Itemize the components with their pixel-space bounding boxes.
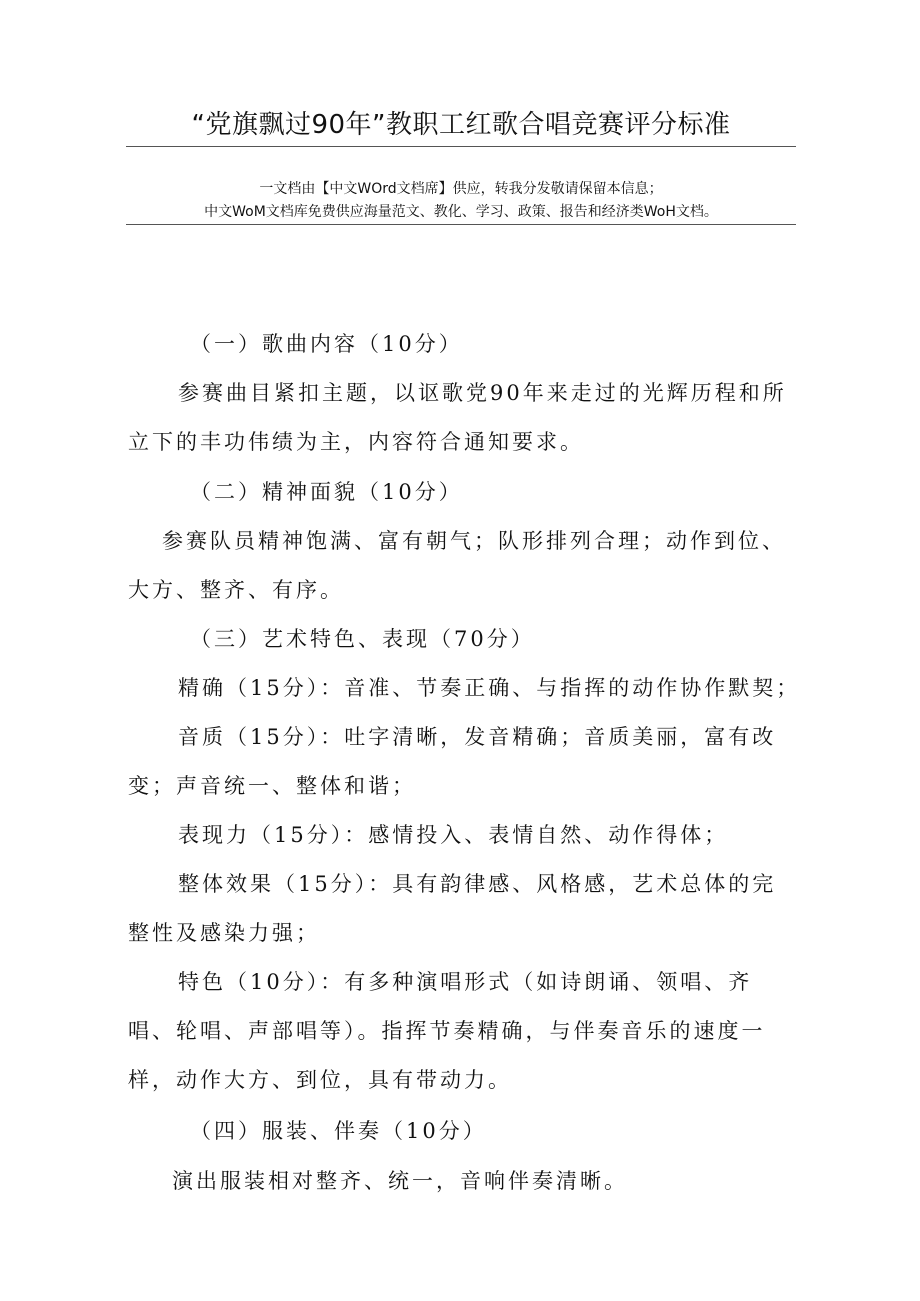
paragraph-line: 演出服装相对整齐、统一，音响伴奏清晰。	[172, 1169, 628, 1193]
paragraph-line: 样，动作大方、到位，具有带动力。	[128, 1068, 512, 1092]
notice-divider	[126, 224, 796, 225]
section-heading-3: （三）艺术特色、表现（70分）	[190, 627, 535, 651]
source-notice-line-1: 一文档由【中文WOrd文档席】供应，转我分发敬请保留本信息；	[259, 181, 663, 197]
paragraph-line: 特色（10分）：有多种演唱形式（如诗朗诵、领唱、齐	[178, 970, 753, 994]
title-divider	[126, 146, 796, 147]
paragraph-line: 整性及感染力强；	[128, 921, 320, 945]
source-notice-line-2: 中文WoM文档库免费供应海量范文、教化、学习、政策、报告和经济类WoH文档。	[204, 204, 718, 220]
paragraph-line: 参赛队员精神饱满、富有朝气；队形排列合理；动作到位、	[162, 529, 786, 553]
document-title: “党旗飘过90年”教职工红歌合唱竞赛评分标准	[191, 110, 731, 140]
paragraph-line: 参赛曲目紧扣主题，以讴歌党90年来走过的光辉历程和所	[178, 381, 787, 405]
section-heading-4: （四）服装、伴奏（10分）	[190, 1119, 487, 1143]
paragraph-line: 表现力（15分）：感情投入、表情自然、动作得体；	[178, 823, 729, 847]
paragraph-line: 整体效果（15分）：具有韵律感、风格感，艺术总体的完	[178, 872, 777, 896]
paragraph-line: 大方、整齐、有序。	[128, 578, 344, 602]
paragraph-line: 唱、轮唱、声部唱等）。指挥节奏精确，与伴奏音乐的速度一	[128, 1019, 766, 1043]
paragraph-line: 立下的丰功伟绩为主，内容符合通知要求。	[128, 430, 584, 454]
paragraph-line: 精确（15分）：音准、节奏正确、与指挥的动作协作默契；	[178, 676, 801, 700]
section-heading-2: （二）精神面貌（10分）	[190, 480, 463, 504]
paragraph-line: 变；声音统一、整体和谐；	[128, 774, 416, 798]
section-heading-1: （一）歌曲内容（10分）	[190, 332, 463, 356]
paragraph-line: 音质（15分）：吐字清晰，发音精确；音质美丽，富有改	[178, 725, 777, 749]
